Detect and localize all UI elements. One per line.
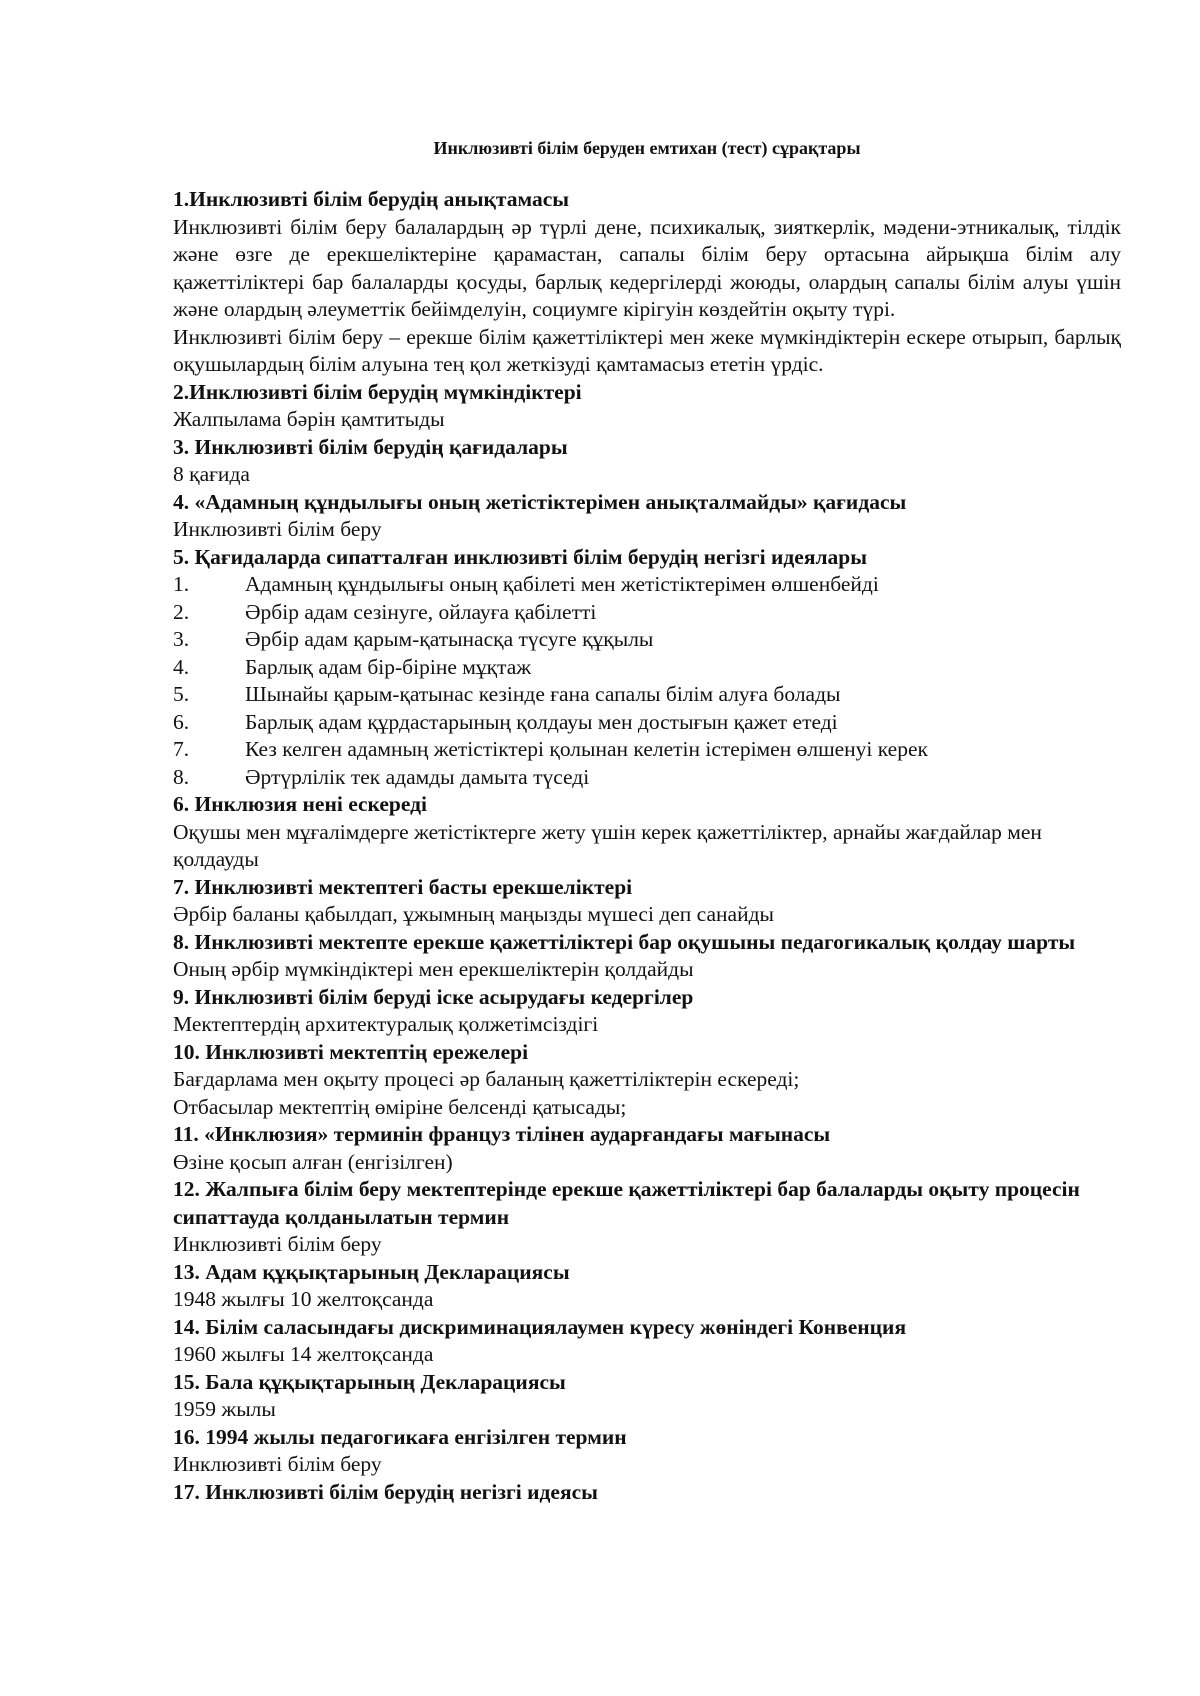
answer-11: Өзіне қосып алған (енгізілген) — [173, 1149, 453, 1174]
question-2: 2.Инклюзивті білім берудің мүмкіндіктері — [173, 379, 582, 404]
list-item-number: 6. — [173, 709, 190, 734]
answer-8: Оның әрбір мүмкіндіктері мен ерекшеліктерін қолдайды — [173, 957, 694, 981]
list-item-text: Адамның құндылығы оның қабілеті мен жетістіктерімен өлшенбейді — [245, 572, 879, 596]
list-item — [173, 626, 1121, 654]
list-item — [173, 571, 1121, 599]
answer-6: Оқушы мен мұғалімдерге жетістіктерге жету үшін керек қажеттіліктер, арнайы жағдайлар мен қолдауды — [173, 819, 1042, 871]
question-5: 5. Қағидаларда сипатталған инклюзивті білім берудің негізгі идеялары — [173, 544, 868, 569]
answer-15: 1959 жылы — [173, 1397, 276, 1421]
list-item-number: 5. — [173, 682, 190, 706]
list-item-number: 3. — [173, 627, 190, 651]
answer-10-line-2: Отбасылар мектептің өміріне белсенді қатысады; — [173, 1094, 627, 1119]
question-3: 3. Инклюзивті білім берудің қағидалары — [173, 434, 568, 459]
question-12: 12. Жалпыға білім беру мектептерінде ерекше қажеттіліктері бар балаларды оқыту процесін сипаттауда қолданылатын термин — [173, 1177, 1080, 1229]
answer-9: Мектептердің архитектуралық қолжетімсіздігі — [173, 1012, 599, 1036]
answer-14: 1960 жылғы 14 желтоқсанда — [173, 1342, 434, 1366]
list-item-text: Әрбір адам сезінуге, ойлауға қабілетті — [245, 599, 597, 624]
list-item — [173, 709, 1121, 737]
question-10: 10. Инклюзивті мектептің ережелері — [173, 1039, 529, 1064]
answer-1-paragraph-2: Инклюзивті білім беру – ерекше білім қажеттіліктері мен жеке мүмкіндіктерін ескере отырып, барлық оқушылардың білім алуына тең қол жеткізуді қамтамасыз ететін үрдіс. — [173, 324, 1121, 376]
answer-2: Жалпылама бәрін қамтитыды — [173, 407, 445, 431]
answer-1-paragraph-1: Инклюзивті білім беру балалардың әр түрлі дене, психикалық, зияткерлік, мәдени-этникалық, тілдік және өзге де ерекшеліктеріне қарамастан, сапалы білім беру ортасына айрықша білім алу қажеттіліктері бар балаларды қосуды, барлық кедергілерді жоюды, олардың сапалы білім алуы үшін және олардың әлеуметтік бейімделуін, социумге кірігуін көздейтін оқыту түрі. — [173, 214, 1121, 321]
question-6: 6. Инклюзия нені ескереді — [173, 792, 428, 816]
list-item-number: 7. — [173, 737, 190, 761]
list-item-text: Кез келген адамның жетістіктері қолынан келетін істерімен өлшенуі керек — [245, 737, 928, 761]
list-item — [173, 654, 1121, 682]
answer-12: Инклюзивті білім беру — [173, 1232, 382, 1256]
answer-7: Әрбір баланы қабылдап, ұжымның маңызды мүшесі деп санайды — [173, 902, 774, 926]
list-item-number: 8. — [173, 764, 190, 789]
document-page — [173, 136, 1121, 1506]
answer-4: Инклюзивті білім беру — [173, 517, 382, 541]
document-title: Инклюзивті білім беруден емтихан (тест) сұрақтары — [433, 138, 861, 158]
question-11: 11. «Инклюзия» терминін француз тілінен аударғандағы мағынасы — [173, 1122, 831, 1146]
list-item — [173, 599, 1121, 627]
answer-13: 1948 жылғы 10 желтоқсанда — [173, 1287, 434, 1311]
list-item — [173, 764, 1121, 792]
question-1: 1.Инклюзивті білім берудің анықтамасы — [173, 187, 570, 211]
question-14: 14. Білім саласындағы дискриминациялаумен күресу жөніндегі Конвенция — [173, 1314, 907, 1339]
list-item-number: 1. — [173, 572, 190, 596]
question-16: 16. 1994 жылы педагогикаға енгізілген термин — [173, 1424, 627, 1449]
question-15: 15. Бала құқықтарының Декларациясы — [173, 1369, 566, 1394]
question-7: 7. Инклюзивті мектептегі басты ерекшеліктері — [173, 874, 633, 899]
question-13: 13. Адам құқықтарының Декларациясы — [173, 1259, 570, 1284]
list-item — [173, 736, 1121, 764]
question-9: 9. Инклюзивті білім беруді іске асырудағы кедергілер — [173, 984, 694, 1009]
question-8: 8. Инклюзивті мектепте ерекше қажеттіліктері бар оқушыны педагогикалық қолдау шарты — [173, 929, 1076, 954]
question-17: 17. Инклюзивті білім берудің негізгі идеясы — [173, 1479, 598, 1504]
list-item-text: Әртүрлілік тек адамды дамыта түседі — [245, 764, 590, 789]
answer-16: Инклюзивті білім беру — [173, 1452, 382, 1476]
question-4: 4. «Адамның құндылығы оның жетістіктерімен анықталмайды» қағидасы — [173, 489, 907, 514]
list-item-text: Әрбір адам қарым-қатынасқа түсуге құқылы — [245, 627, 654, 651]
list-item-number: 4. — [173, 654, 190, 679]
answer-3: 8 қағида — [173, 462, 250, 486]
list-item — [173, 681, 1121, 709]
list-item-text: Шынайы қарым-қатынас кезінде ғана сапалы білім алуға болады — [245, 682, 841, 706]
list-item-number: 2. — [173, 599, 190, 624]
answer-10-line-1: Бағдарлама мен оқыту процесі әр баланың қажеттіліктерін ескереді; — [173, 1067, 800, 1091]
list-item-text: Барлық адам бір-біріне мұқтаж — [245, 654, 532, 679]
ideas-list — [173, 571, 1121, 791]
list-item-text: Барлық адам құрдастарының қолдауы мен достығын қажет етеді — [245, 709, 838, 734]
